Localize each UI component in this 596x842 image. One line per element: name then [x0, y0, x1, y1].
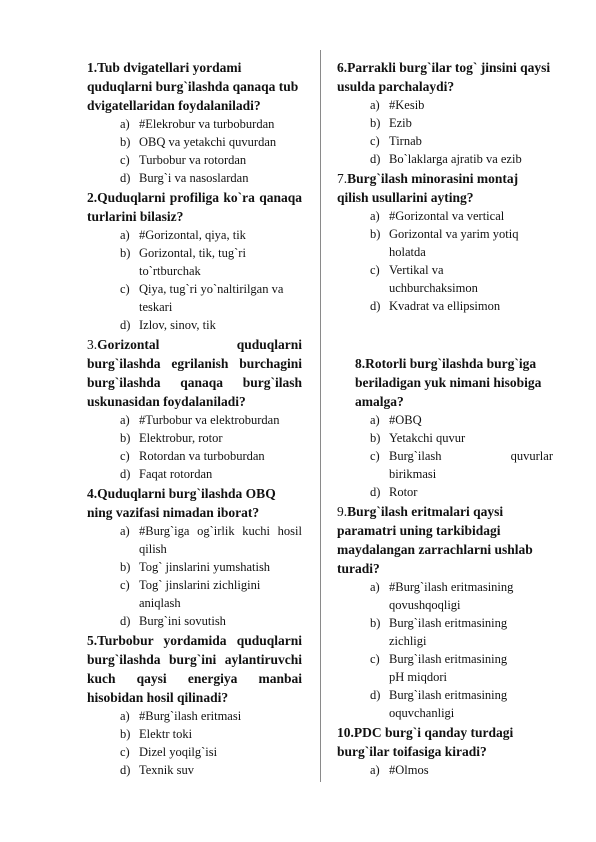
question-text: 7.Burg`ilash minorasini montaj qilish usullarini ayting? — [337, 171, 519, 205]
question-7 — [337, 169, 553, 315]
option-b: b) Gorizontal, tik, tug`ri to`rtburchak — [120, 246, 246, 278]
question-text: 8.Rotorli burg`ilashda burg`iga beriladigan yuk nimani hisobiga amalga? — [355, 356, 542, 409]
question-8 — [337, 354, 553, 501]
question-text: 9.Burg`ilash eritmalari qaysi paramatri uning tarkibidagi maydalangan zarrachlarni ushlab turadi? — [337, 504, 533, 576]
answer-options — [337, 578, 553, 722]
option-a: a) #Olmos — [370, 763, 429, 777]
question-1 — [87, 58, 302, 187]
answer-options — [87, 707, 302, 779]
question-4 — [87, 484, 302, 630]
option-c: c) Tog` jinslarini zichligini aniqlash — [120, 578, 261, 610]
right-column — [337, 58, 553, 780]
option-d: d) Rotor — [370, 485, 418, 499]
option-a: a) #Kesib — [370, 98, 425, 112]
option-b: b) Burg`ilash eritmasining zichligi — [370, 616, 508, 648]
answer-options — [87, 411, 302, 483]
question-2 — [87, 188, 302, 334]
answer-options — [87, 226, 302, 334]
answer-options — [337, 207, 553, 315]
left-column — [87, 58, 302, 780]
option-a: a) #Gorizontal, qiya, tik — [120, 228, 246, 242]
question-9 — [337, 502, 553, 722]
option-d: d) Burg`ini sovutish — [120, 614, 226, 628]
option-a: a) #Gorizontal va vertical — [370, 209, 505, 223]
question-text: 10.PDC burg`i qanday turdagi burg`ilar toifasiga kiradi? — [337, 725, 514, 759]
answer-options — [337, 96, 553, 168]
option-a: a) #OBQ — [370, 413, 422, 427]
question-text: 5.Turbobur yordamida quduqlarni burg`ilashda burg`ini aylantiruvchi kuch qaysi energiya manbai hisobidan hosil qilinadi? — [87, 633, 302, 705]
option-b: b) Gorizontal va yarim yotiq holatda — [370, 227, 519, 259]
question-text: 6.Parrakli burg`ilar tog` jinsini qaysi usulda parchalaydi? — [337, 60, 551, 94]
option-d: d) Texnik suv — [120, 763, 195, 777]
answer-options — [87, 522, 302, 630]
answer-options — [337, 411, 553, 501]
option-b: b) Tog` jinslarini yumshatish — [120, 560, 271, 574]
answer-options — [87, 115, 302, 187]
option-d: d) Kvadrat va ellipsimon — [370, 299, 501, 313]
answer-options — [337, 761, 553, 779]
option-c: c) Burg`ilash eritmasining pH miqdori — [370, 652, 508, 684]
question-10 — [337, 723, 553, 779]
question-text: 1.Tub dvigatellari yordami quduqlarni burg`ilashda qanaqa tub dvigatellaridan foydalaniladi? — [87, 60, 299, 113]
option-c: c) Burg`ilash quvurlar birikmasi — [370, 449, 553, 481]
question-6 — [337, 58, 553, 168]
question-3 — [87, 335, 302, 483]
option-d: d) Faqat rotordan — [120, 467, 213, 481]
option-c: c) Turbobur va rotordan — [120, 153, 247, 167]
option-a: a) #Turbobur va elektroburdan — [120, 413, 280, 427]
option-a: a) #Burg`ilash eritmasining qovushqoqligi — [370, 580, 514, 612]
option-a: a) #Elekrobur va turboburdan — [120, 117, 275, 131]
option-b: b) Yetakchi quvur — [370, 431, 466, 445]
option-d: d) Izlov, sinov, tik — [120, 318, 216, 332]
option-b: b) OBQ va yetakchi quvurdan — [120, 135, 277, 149]
question-text: 2.Quduqlarni profiliga ko`ra qanaqa turlarini bilasiz? — [87, 190, 302, 224]
option-a: a) #Burg`ilash eritmasi — [120, 709, 242, 723]
question-text: 4.Quduqlarni burg`ilashda OBQ ning vazifasi nimadan iborat? — [87, 486, 276, 520]
option-c: c) Vertikal va uchburchaksimon — [370, 263, 478, 295]
question-text: 3.Gorizontal quduqlarni burg`ilashda egrilanish burchagini burg`ilashda qanaqa burg`ilash uskunasidan foydalaniladi? — [87, 337, 302, 409]
question-5 — [87, 631, 302, 779]
option-d: d) Bo`laklarga ajratib va ezib — [370, 152, 522, 166]
option-b: b) Elektrobur, rotor — [120, 431, 223, 445]
blank-space — [337, 316, 553, 354]
option-b: b) Elektr toki — [120, 727, 193, 741]
option-b: b) Ezib — [370, 116, 412, 130]
option-d: d) Burg`i va nasoslardan — [120, 171, 249, 185]
option-c: c) Qiya, tug`ri yo`naltirilgan va teskari — [120, 282, 284, 314]
column-divider — [320, 50, 321, 782]
option-a: a) #Burg`iga og`irlik kuchi hosil qilish — [120, 524, 302, 556]
option-c: c) Dizel yoqilg`isi — [120, 745, 218, 759]
option-c: c) Tirnab — [370, 134, 422, 148]
option-c: c) Rotordan va turboburdan — [120, 449, 265, 463]
option-d: d) Burg`ilash eritmasining oquvchanligi — [370, 688, 508, 720]
